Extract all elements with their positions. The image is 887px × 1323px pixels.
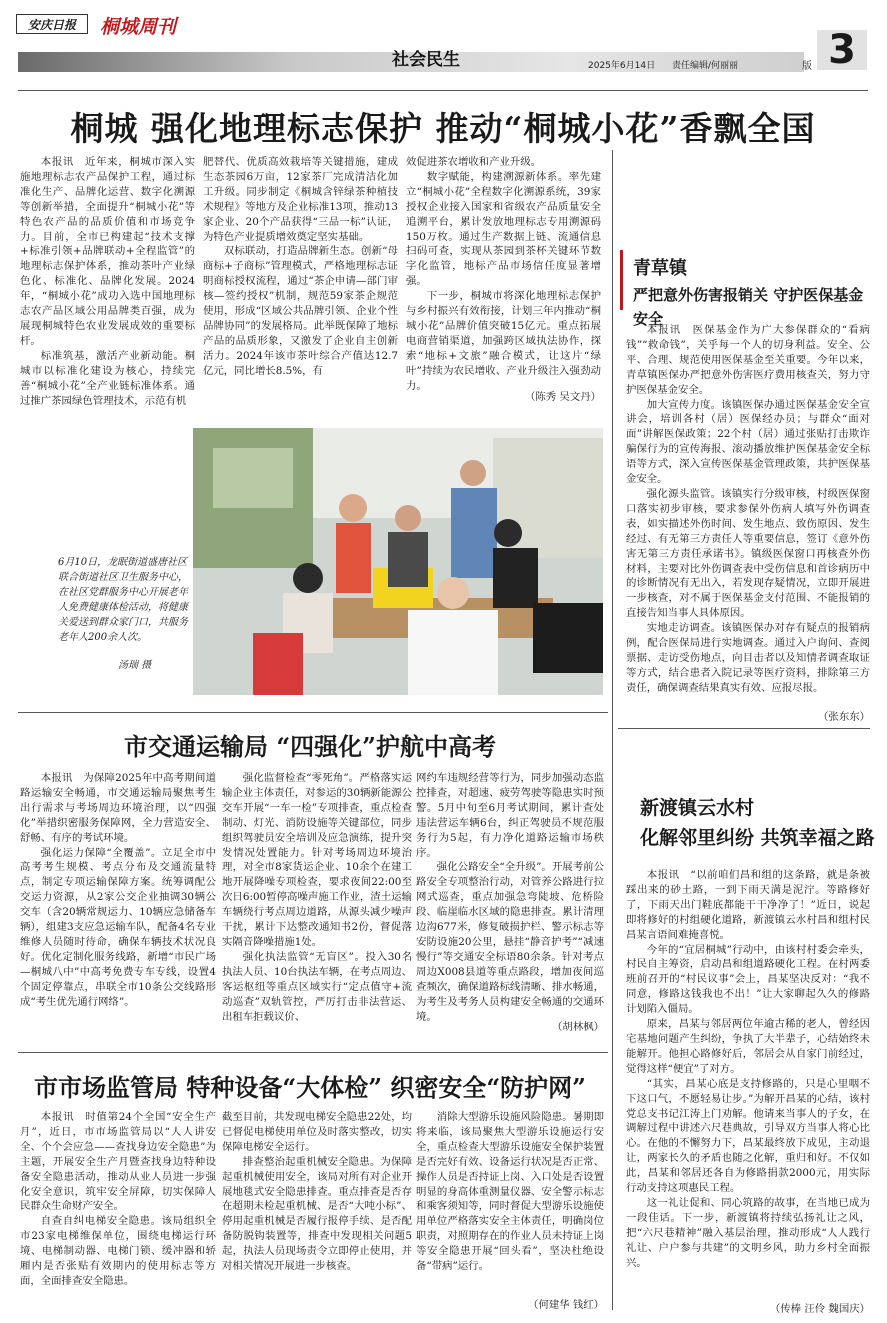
paragraph: 强化运力保障“全覆盖”。立足全市中高考考生规模、考点分布及交通流量特点，制定专项运输保障方案。统筹调配公交运力资源，从2家公交企业抽调30辆公交车（含20辆常规运力、10辆应急储备车辆），组建3支应急运输车队，配备4名专业维修人员随时待命，确保车辆技术状况良好。优化定制化服务线路，新增“市民广场—桐城八中”中高考免费专车专线，设置4个固定停靠点，串联全市10条公交线路形成“考生优先通行网络”。 [20, 846, 216, 1008]
paragraph: 下一步，桐城市将深化地理标志保护与乡村振兴有效衔接，计划三年内推动“桐城小花”品牌价值突破15亿元。重点拓展电商营销渠道，加强跨区域执法协作，探索“地标+文旅”融合模式，让这片“绿叶”持续为农民增收、产业升级注入强劲动力。 [406, 290, 601, 392]
headline-4: 严把意外伤害报销关 守护医保基金安全 [633, 286, 864, 328]
article-1-byline: （陈秀 吴文丹） [524, 391, 601, 403]
article-2-col-3 [416, 771, 604, 1033]
paragraph: 本报讯 为保障2025年中高考期间道路运输安全畅通，市交通运输局聚焦考生出行需求与考场周边环境治理，以“四强化”举措织密服务保障网，全力营造安全、舒畅、有序的考试环境。 [20, 772, 216, 844]
article-3-byline: （何建华 钱红） [527, 1299, 604, 1311]
article-2-col-1 [20, 771, 216, 1051]
article-1-col-2 [203, 155, 398, 425]
article-2-col-2 [222, 771, 412, 1051]
paragraph: 截至目前，共发现电梯安全隐患22处，均已督促电梯使用单位及时落实整改，切实保障电梯安全运行。 [222, 1111, 412, 1153]
divider [18, 90, 868, 91]
paragraph: 标准筑基，激活产业新动能。桐城市以标准化建设为核心，持续完善“桐城小花”全产业链标准体系。通过推广茶园绿色管理技术，示范有机 [20, 349, 195, 407]
photo-caption: 6月10日，龙眠街道盛唐社区联合街道社区卫生服务中心，在社区党群服务中心开展老年人免费健康体检活动，将健康关爱送到群众家门口，共服务老年人200余人次。 [58, 557, 188, 643]
article-3-col-1 [20, 1110, 216, 1310]
divider [618, 728, 870, 729]
paragraph: 强化公路安全“全升级”。开展考前公路安全专项整治行动，对管养公路进行拉网式巡查，重点加强急弯陡坡、危桥险段、临崖临水区域的隐患排查。累计清理边沟677米，修复破损护栏、警示标志等安防设施20公里，悬挂“静音护考”“减速慢行”等交通安全标语80余条。针对考点周边X008县道等重点路段，增加夜间巡查频次，确保道路标线清晰、排水畅通，为考生及考务人员构建安全畅通的交通环境。 [416, 861, 604, 1023]
headline-1: 桐城 强化地理标志保护 推动“桐城小花”香飘全国 [70, 109, 816, 148]
paragraph: 数字赋能，构建溯源新体系。率先建立“桐城小花”全程数字化溯源系统，39家授权企业接入国家和省级农产品质量安全追溯平台，累计发放地理标志专用溯源码150万枚。通过生产数据上链、流通信息扫码可查，实现从茶园到茶杯关键环节数字化监管，地标产品市场信任度显著增强。 [406, 170, 601, 288]
paragraph: 消除大型游乐设施风险隐患。暑期即将来临，该局聚焦大型游乐设施运行安全，重点检查大型游乐设施安全保护装置是否完好有效、设备运行状况是否正常、操作人员是否持证上岗、入口处是否设置明显的身高体重测量仪器、安全警示标志和乘客须知等，同时督促大型游乐设施使用单位严格落实安全主体责任，明确岗位职责，对照期存在的作业人员未持证上岗等安全隐患开展“回头看”，坚决杜绝设备“带病”运行。 [416, 1111, 604, 1273]
paragraph: 原来，昌某与邻居两位年逾古稀的老人，曾经因宅基地问题产生纠纷，争执了大半辈子，心结始终未能解开。他担心路修好后，邻居会从自家门前经过，觉得这样“便宜”了对方。 [626, 1018, 870, 1075]
paragraph: 双标联动，打造品牌新生态。创新“母商标+子商标”管理模式，严格地理标志证明商标授权流程，通过“茶企申请—部门审核—签约授权”机制，规范59家茶企规范使用，形成“区域公共品牌引领、企业个性品牌协同”的发展格局。此举既保障了地标产品的品质形象，又激发了企业自主创新活力。2024年该市茶叶综合产值达12.7亿元，同比增长8.5%，有 [203, 245, 398, 377]
paragraph: 加大宣传力度。该镇医保办通过医保基金安全宣讲会，培训各村（居）医保经办员；与群众“面对面”讲解医保政策；22个村（居）通过张贴打击欺诈骗保行为的宣传海报、滚动播放维护医保基金安全标语等方式，深入宣传医保基金管理政策，共护医保基金安全。 [626, 398, 870, 486]
page-suffix: 版 [802, 61, 812, 72]
column-divider [612, 150, 613, 1310]
kicker-2: 新渡镇云水村 [640, 797, 755, 819]
headline-5: 化解邻里纠纷 共筑幸福之路 [640, 827, 875, 849]
page-number: 3 [817, 30, 867, 70]
paper-logo: 安庆日报 [16, 14, 88, 34]
health-checkup-photo [193, 428, 603, 695]
divider [18, 712, 608, 713]
paragraph: 本报讯 近年来，桐城市深入实施地理标志农产品保护工程，通过标准化生产、品牌化运营、数字化溯源等创新举措，全面提升“桐城小花”等特色农产品的品质价值和市场竞争力。目前，全市已构建起“技术支撑+标准引领+品牌联动+全程监管”的地理标志保护体系，推动茶叶产业绿色化、标准化、品牌化发展。2024年，“桐城小花”成功入选中国地理标志农产品区域公用品牌类百强，成为展现桐城特色农业发展成效的重要标杆。 [20, 156, 195, 347]
issue-date: 2025年6月14日 [588, 61, 656, 71]
paragraph: 肥替代、优质高效栽培等关键措施，建成生态茶园6万亩，12家茶厂完成清洁化加工升级。同步制定《桐城含锌绿茶种植技术规程》等地方及企业标准13项，推动13家企业、20个产品获得“三品一标”认证，为特色产业提质增效奠定坚实基础。 [203, 156, 398, 243]
kicker-accent [620, 250, 623, 310]
editor-credit: 责任编辑/何丽丽 [672, 61, 739, 71]
divider [18, 1052, 608, 1053]
sidebar-story-1-body [626, 323, 870, 708]
article-3-col-3 [416, 1110, 604, 1296]
paragraph: “其实，昌某心底是支持修路的，只是心里咽不下这口气，不愿轻易让步。”为解开昌某的心结，该村党总支书记江涛上门劝解。他请来当事人的子女，在调解过程中讲述六尺巷典故，引导双方当事人将心比心。在他的不懈努力下，昌某最终放下成见，主动退让，两家长久的矛盾也随之化解，重归和好。不仅如此，昌某和邻居还各自为修路捐款2000元，用实际行动支持这项惠民工程。 [626, 1077, 870, 1195]
headline-2: 市交通运输局 “四强化”护航中高考 [124, 732, 496, 761]
paragraph: 本报讯 时值第24个全国“安全生产月”，近日，市市场监管局以“人人讲安全、个个会应急——查找身边安全隐患”为主题，开展安全生产月暨查找身边特种设备安全隐患活动，推动从业人员进一步强化安全意识，筑牢安全屏障，切实保障人民群众生命财产安全。 [20, 1111, 216, 1213]
paragraph: 这一礼让促和、同心筑路的故事，在当地已成为一段佳话。下一步，新渡镇将持续弘扬礼让之风，把“六尺巷精神”融入基层治理，推动形成“人人践行礼让、户户参与共建”的文明乡风，助力乡村全面振兴。 [626, 1196, 870, 1269]
article-1-col-3 [406, 155, 601, 413]
headline-3: 市市场监管局 特种设备“大体检” 织密安全“防护网” [34, 1073, 586, 1102]
photo-credit: 汤瑞 摄 [118, 660, 152, 671]
paragraph: 今年的“宜居桐城”行动中，由该村村委会牵头，村民自主筹资，启动昌和组道路硬化工程。在村两委班前召开的“村民议事”会上，昌某坚决反对：“我不同意，修路这钱我也不出！”让大家聊起久久的修路计划陷入僵局。 [626, 943, 870, 1016]
sidebar-story-2-body [626, 868, 870, 1288]
paragraph: 强化源头监管。该镇实行分级审核，村级医保窗口落实初步审核，要求参保外伤病人填写外伤调查表，如实描述外伤时间、发生地点、致伤原因、发生经过、有无第三方责任人等重要信息，签订《意外伤害无第三方责任承诺书》。镇级医保窗口再核查外伤材料，主要对比外伤调查表中受伤信息和首诊病历中的诊断情况有无出入，若发现存疑情况，立即开展进一步核查，对不属于医保基金支付范围、不能报销的直接告知当事人具体原因。 [626, 487, 870, 620]
paragraph: 强化监督检查“零死角”。严格落实运输企业主体责任，对参运的30辆新能源公交车开展“一车一检”专项排查，重点检查制动、灯光、消防设施等关键部位，同步组织驾驶员安全培训及应急演练，提升突发情况处置能力。针对考场周边环境治理，对全市8家货运企业、10余个在建工地开展降噪专项检查，要求夜间22:00至次日6:00暂停高噪声施工作业，渣土运输车辆绕行考点周边道路，从源头减少噪声干扰，累计下达整改通知书2份，督促落实隔音降噪措施1处。 [222, 772, 412, 948]
article-3-col-2 [222, 1110, 412, 1310]
paragraph: 实地走访调查。该镇医保办对存有疑点的报销病例，配合医保局进行实地调查。通过入户询问、查阅票据、走访受伤地点，向目击者以及知情者调查取证等方式，结合患者入院记录等医疗资料，排除第三方责任，确保调查结果真实有效、应报尽报。 [626, 622, 870, 694]
paragraph: 自查自纠电梯安全隐患。该局组织全市23家电梯维保单位，围绕电梯运行环境、电梯制动器、电梯门锁、缓冲器和轿厢内是否张贴有效期内的使用标志等方面，全面排查安全隐患。 [20, 1215, 216, 1287]
kicker-1: 青草镇 [633, 258, 687, 279]
paragraph: 强化执法监管“无盲区”。投入30名执法人员、10台执法车辆，在考点周边、客运枢纽等重点区域实行“定点值守+流动巡查”双轨管控，严厉打击非法营运、出租车拒载议价、 [222, 950, 412, 1023]
paragraph: 本报讯 医保基金作为广大参保群众的“看病钱”“救命钱”，关乎每一个人的切身利益。安全、公平、合理、规范使用医保基金至关重要。今年以来，青草镇医保办严把意外伤害医疗费用核查关，努力守护医保基金安全。 [626, 324, 870, 396]
paragraph: 效促进茶农增收和产业升级。 [406, 156, 542, 168]
edition-title: 桐城周刊 [100, 16, 177, 38]
sidebar-story-1-byline: （张东东） [818, 711, 870, 723]
paragraph: 网约车违规经营等行为，同步加强动态监控排查，对超速、疲劳驾驶等隐患实时预警。5月中旬至6月考试期间，累计查处违法营运车辆6台，纠正驾驶员不规范服务行为5起，有力净化道路运输市场秩序。 [416, 772, 604, 859]
sidebar-story-1 [633, 255, 873, 331]
paragraph: 本报讯 “以前咱们昌和组的这条路，就是条被踩出来的砂土路，一到下雨天满是泥泞。等路修好了，下雨天出门鞋底都能干干净净了！”近日，说起即将修好的村组硬化道路，新渡镇云水村昌和组村民昌某言语间难掩喜悦。 [626, 869, 870, 941]
paragraph: 排查整治起重机械安全隐患。为保障起重机械使用安全，该局对所有对企业开展地毯式安全隐患排查。重点排查是否存在超期未检起重机械、是否“大吨小标”、停用起重机械是否履行报停手续、是否配备防脱钩装置等，排查中发现相关问题5起，执法人员现场责令立即停止使用，并对相关情况开展进一步核查。 [222, 1155, 412, 1273]
section-name: 社会民生 [392, 50, 460, 70]
article-1-col-1 [20, 155, 195, 425]
sidebar-story-2 [640, 793, 880, 853]
sidebar-story-2-byline: （传棒 汪伶 魏国庆） [769, 1303, 870, 1315]
article-2-byline: （胡林枫） [552, 1021, 604, 1033]
